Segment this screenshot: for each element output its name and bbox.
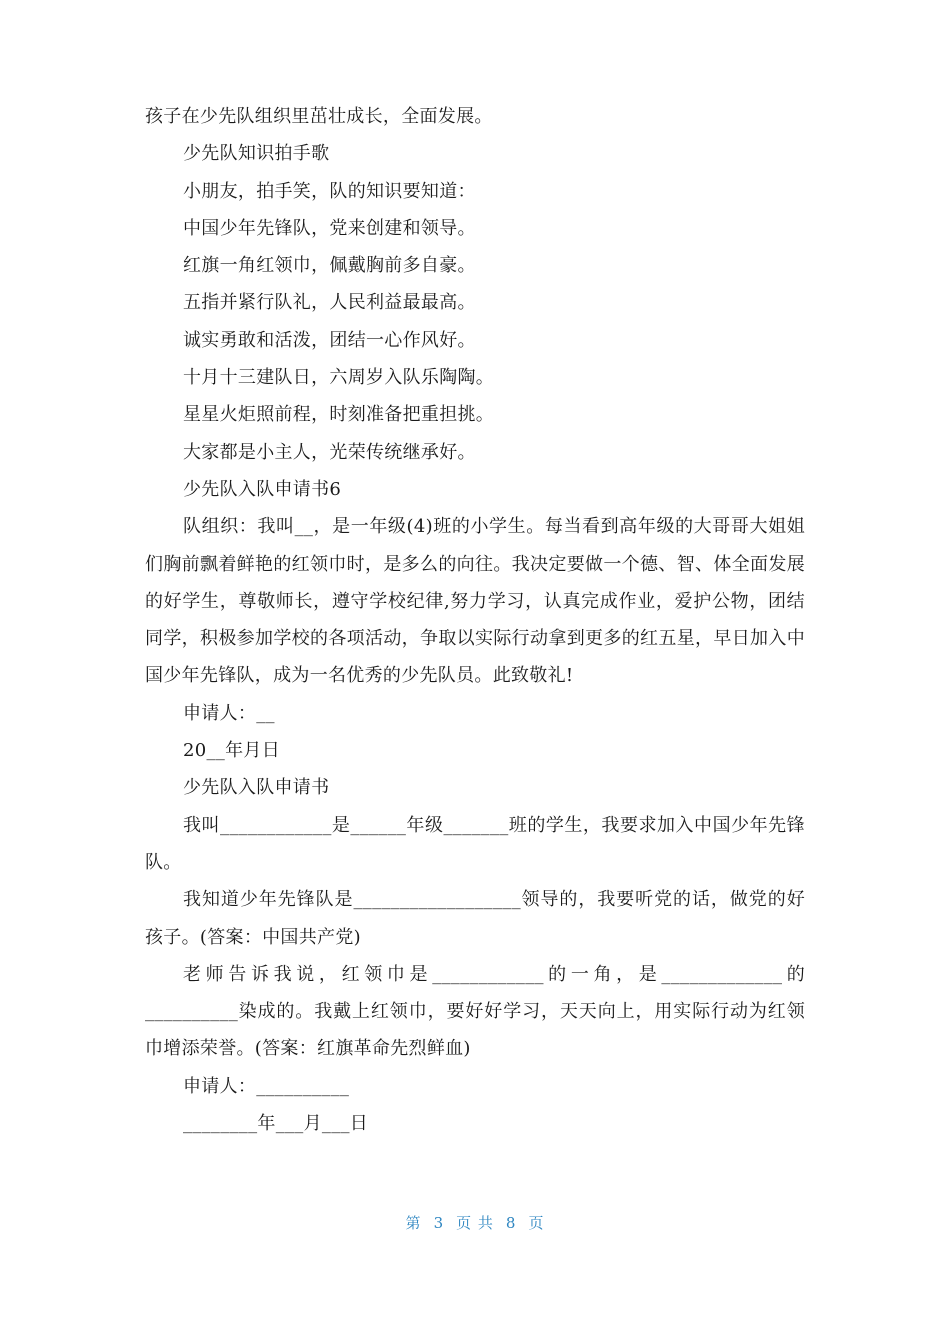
current-page-number: 3 (433, 1214, 445, 1232)
song-line: 红旗一角红领巾，佩戴胸前多自豪。 (183, 255, 476, 277)
footer-middle: 页 共 (456, 1214, 494, 1232)
paragraph: 孩子在少先队组织里茁壮成长，全面发展。 (145, 106, 493, 127)
song-line: 中国少年先锋队，党来创建和领导。 (183, 217, 476, 239)
applicant-line: 申请人：__ (183, 702, 275, 724)
song-line: 诚实勇敢和活泼，团结一心作风好。 (183, 329, 476, 351)
footer-suffix: 页 (528, 1214, 545, 1232)
applicant-line: 申请人：__________ (183, 1075, 350, 1097)
section-heading: 少先队入队申请书6 (183, 478, 342, 500)
song-title: 少先队知识拍手歌 (183, 143, 330, 165)
date-line: 20__年月日 (183, 740, 281, 762)
footer-prefix: 第 (405, 1214, 422, 1232)
application-letter-paragraph: 队组织：我叫__，是一年级(4)班的小学生。每当看到高年级的大哥哥大姐姐们胸前飘着鲜艳的红领巾时，是多么的向往。我决定要做一个德、智、体全面发展的好学生，尊敬师长，遵守学校纪律,努力学习，认真完成作业，爱护公物，团结同学，积极参加学校的各项活动，争取以实际行动拿到更多的红五星，早日加入中国少年先锋队，成为一名优秀的少先队员。此致敬礼! (145, 516, 805, 687)
section-heading: 少先队入队申请书 (183, 777, 330, 799)
song-line: 大家都是小主人，光荣传统继承好。 (183, 441, 476, 463)
form-paragraph: 老师告诉我说，红领巾是____________的一角，是_____________的__________染成的。我戴上红领巾，要好好学习，天天向上，用实际行动为红领巾增添荣誉。(答案：红旗革命先烈鲜血) (145, 963, 805, 1060)
total-pages-number: 8 (505, 1214, 517, 1232)
document-body (145, 98, 805, 1142)
form-paragraph: 我知道少年先锋队是__________________领导的，我要听党的话，做党的好孩子。(答案：中国共产党) (145, 889, 805, 948)
song-line: 小朋友，拍手笑，队的知识要知道： (183, 180, 476, 202)
song-line: 星星火炬照前程，时刻准备把重担挑。 (183, 404, 495, 426)
form-paragraph: 我叫____________是______年级_______班的学生，我要求加入中国少年先锋队。 (145, 814, 805, 873)
song-line: 五指并紧行队礼，人民利益最最高。 (183, 292, 476, 314)
song-line: 十月十三建队日，六周岁入队乐陶陶。 (183, 367, 495, 389)
date-line: ________年___月___日 (183, 1113, 369, 1135)
page-footer (0, 1212, 950, 1233)
